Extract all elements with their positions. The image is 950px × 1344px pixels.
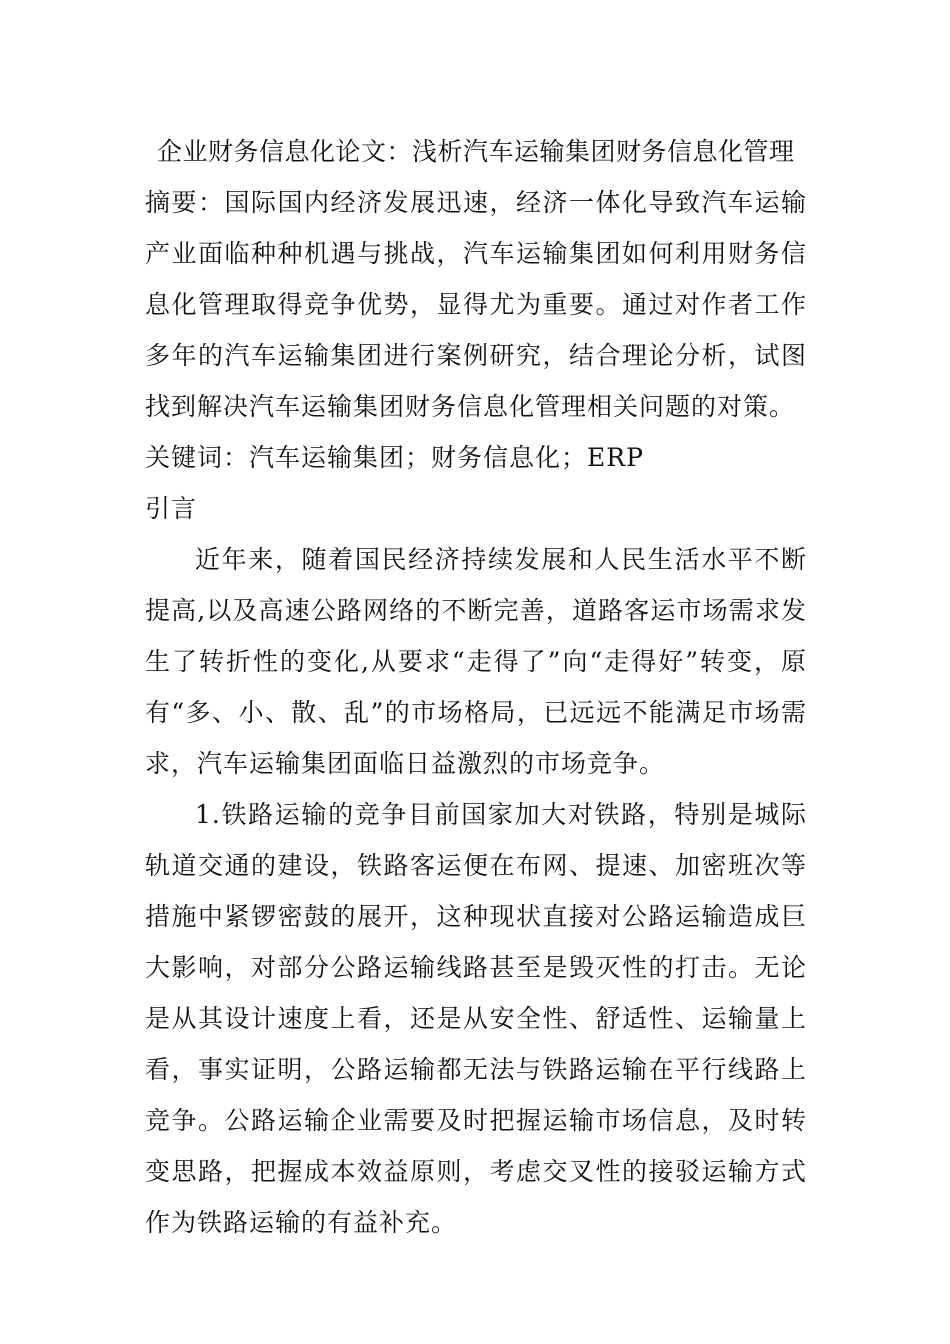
body-paragraph-1: 近年来，随着国民经济持续发展和人民生活水平不断提高,以及高速公路网络的不断完善，道路客运市场需求发生了转折性的变化,从要求“走得了”向“走得好”转变，原有“多、小、散、乱”的市场格局，已远远不能满足市场需求，汽车运输集团面临日益激烈的市场竞争。 <box>145 545 807 778</box>
intro-heading: 引言 <box>145 494 198 523</box>
body-paragraph-2: 1.铁路运输的竞争目前国家加大对铁路，特别是城际轨道交通的建设，铁路客运便在布网、提速、加密班次等措施中紧锣密鼓的展开，这种现状直接对公路运输造成巨大影响，对部分公路运输线路甚至是毁灭性的打击。无论是从其设计速度上看，还是从安全性、舒适性、运输量上看，事实证明，公路运输都无法与铁路运输在平行线路上竞争。公路运输企业需要及时把握运输市场信息，及时转变思路，把握成本效益原则，考虑交叉性的接驳运输方式作为铁路运输的有益补充。 <box>145 800 807 1237</box>
keywords-line: 关键词：汽车运输集团；财务信息化；ERP <box>145 443 644 472</box>
document-title: 企业财务信息化论文：浅析汽车运输集团财务信息化管理 <box>157 137 795 166</box>
abstract-paragraph: 摘要：国际国内经济发展迅速，经济一体化导致汽车运输产业面临种种机遇与挑战，汽车运输集团如何利用财务信息化管理取得竞争优势，显得尤为重要。通过对作者工作多年的汽车运输集团进行案例研究，结合理论分析，试图找到解决汽车运输集团财务信息化管理相关问题的对策。 <box>145 188 807 421</box>
document-body <box>145 126 807 1248</box>
